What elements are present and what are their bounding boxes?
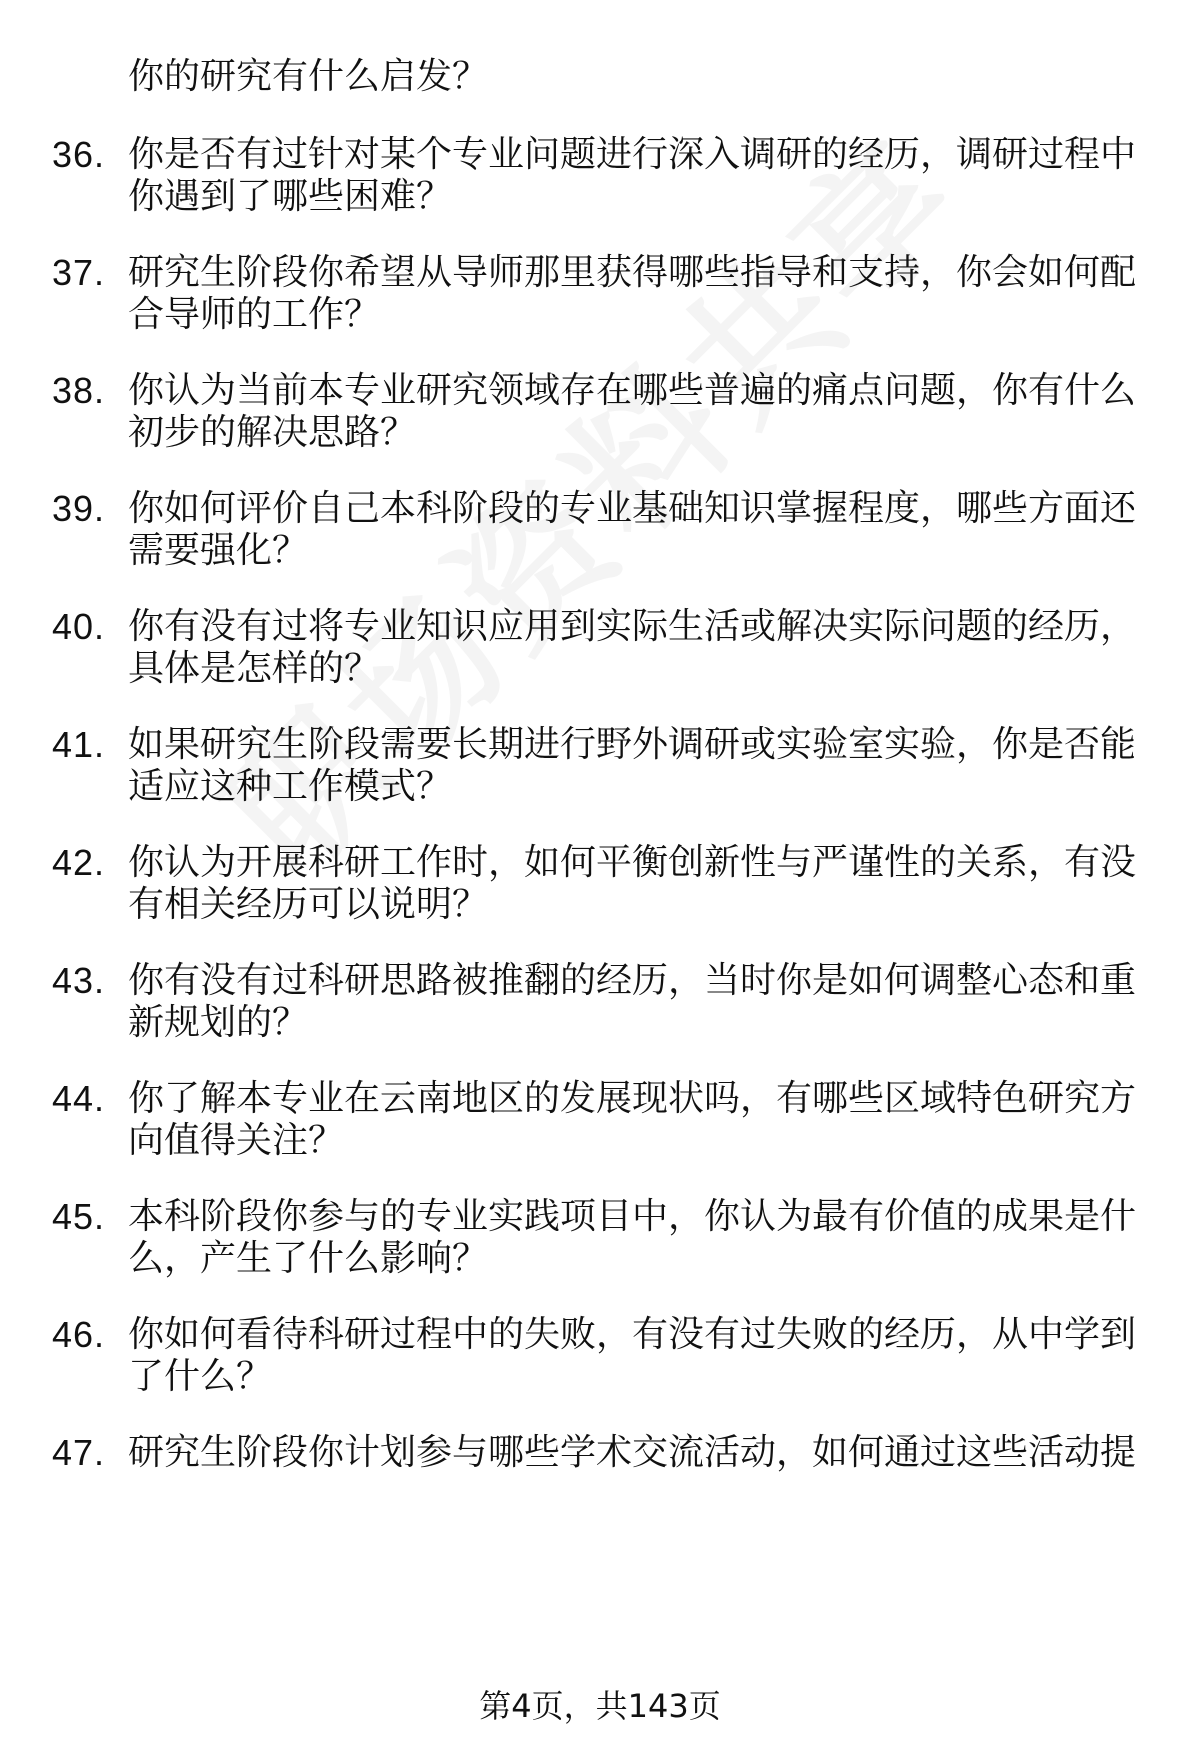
- question-text-line1: 你有没有过将专业知识应用到实际生活或解决实际问题的经历，: [128, 606, 1137, 647]
- question-text-line1: 你如何评价自己本科阶段的专业基础知识掌握程度，哪些方面还: [128, 488, 1137, 529]
- question-number: 40.: [52, 606, 106, 647]
- question-number: 42.: [52, 842, 106, 883]
- question-text-line1: 你认为当前本专业研究领域存在哪些普遍的痛点问题，你有什么: [128, 370, 1137, 411]
- question-text-line2: 需要强化？: [128, 530, 309, 571]
- question-text-line2: 了什么？: [128, 1356, 273, 1397]
- question-text-line2: 么，产生了什么影响？: [128, 1238, 489, 1279]
- question-text-line2: 适应这种工作模式？: [128, 766, 453, 807]
- question-text-line2: 具体是怎样的？: [128, 648, 381, 689]
- continuation-line: 你的研究有什么启发？: [128, 56, 489, 97]
- question-text-line1: 研究生阶段你计划参与哪些学术交流活动，如何通过这些活动提: [128, 1432, 1137, 1473]
- question-text-line1: 你认为开展科研工作时，如何平衡创新性与严谨性的关系，有没: [128, 842, 1137, 883]
- question-text-line2: 你遇到了哪些困难？: [128, 176, 453, 217]
- question-number: 37.: [52, 252, 106, 293]
- question-text-line2: 向值得关注？: [128, 1120, 345, 1161]
- question-text-line2: 合导师的工作？: [128, 294, 381, 335]
- question-text-line1: 研究生阶段你希望从导师那里获得哪些指导和支持，你会如何配: [128, 252, 1137, 293]
- question-number: 46.: [52, 1314, 106, 1355]
- question-number: 43.: [52, 960, 106, 1001]
- question-text-line2: 新规划的？: [128, 1002, 309, 1043]
- question-number: 45.: [52, 1196, 106, 1237]
- question-number: 41.: [52, 724, 106, 765]
- question-number: 47.: [52, 1432, 106, 1473]
- question-text-line1: 你如何看待科研过程中的失败，有没有过失败的经历，从中学到: [128, 1314, 1137, 1355]
- question-text-line1: 你了解本专业在云南地区的发展现状吗，有哪些区域特色研究方: [128, 1078, 1137, 1119]
- question-text-line2: 初步的解决思路？: [128, 412, 417, 453]
- question-number: 36.: [52, 134, 106, 175]
- page-footer: 第4页，共143页: [479, 1687, 721, 1725]
- question-number: 38.: [52, 370, 106, 411]
- question-text-line2: 有相关经历可以说明？: [128, 884, 489, 925]
- question-number: 44.: [52, 1078, 106, 1119]
- question-text-line1: 本科阶段你参与的专业实践项目中，你认为最有价值的成果是什: [128, 1196, 1137, 1237]
- question-number: 39.: [52, 488, 106, 529]
- question-text-line1: 你是否有过针对某个专业问题进行深入调研的经历，调研过程中: [128, 134, 1137, 175]
- question-text-line1: 如果研究生阶段需要长期进行野外调研或实验室实验，你是否能: [128, 724, 1137, 765]
- question-text-line1: 你有没有过科研思路被推翻的经历，当时你是如何调整心态和重: [128, 960, 1137, 1001]
